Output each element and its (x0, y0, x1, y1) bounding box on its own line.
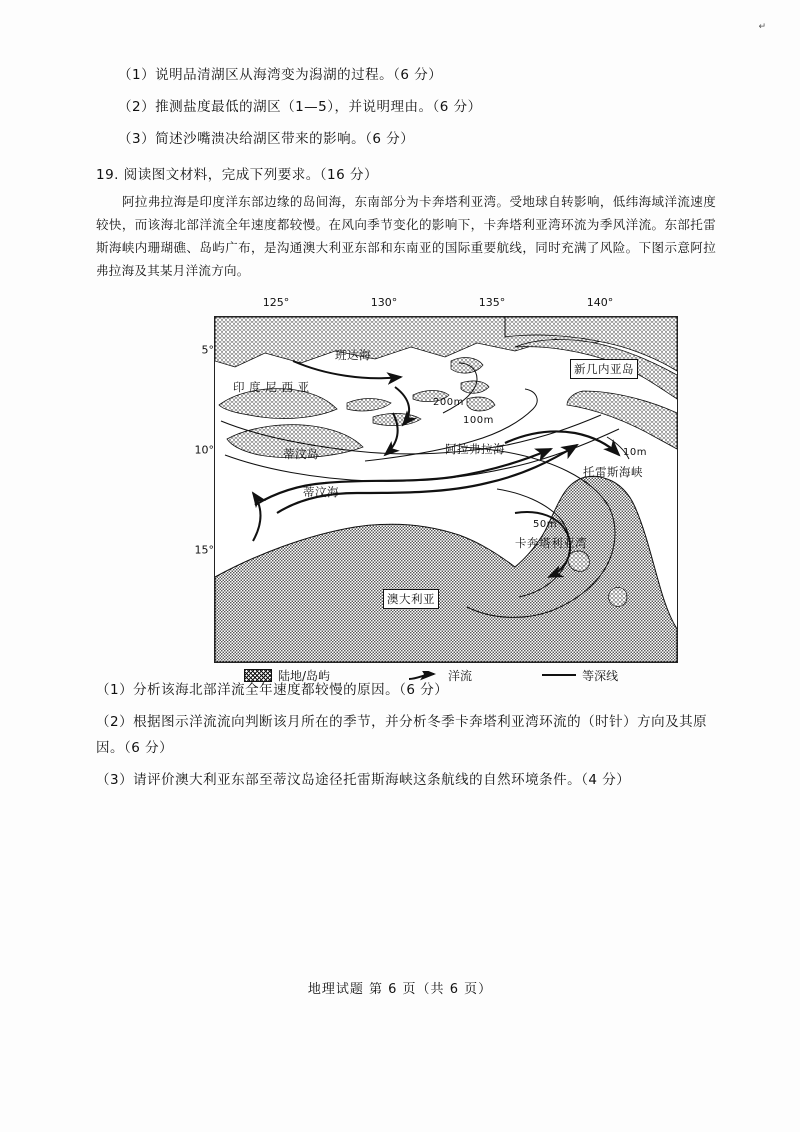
legend-label-land: 陆地/岛屿 (278, 668, 331, 683)
map-label-50m: 50m (533, 519, 557, 530)
lat-label: 15° (194, 543, 214, 557)
question-18-1: （1）说明品清湖区从海湾变为潟湖的过程。（6 分） (118, 67, 443, 83)
current-arrow-icon (408, 670, 442, 680)
map-label-100m: 100m (463, 415, 494, 426)
arafura-sea-map (214, 316, 678, 663)
lat-label: 10° (194, 443, 214, 457)
legend-item-current (408, 667, 472, 684)
question-19-heading: 19. 阅读图文材料，完成下列要求。（16 分） (96, 167, 378, 183)
lon-label: 140° (586, 296, 614, 309)
map-legend (214, 664, 676, 686)
map-label-10m: 10m (623, 447, 647, 458)
lon-label: 135° (478, 296, 506, 309)
lon-label: 125° (262, 296, 290, 309)
corner-mark: ↵ (758, 22, 766, 32)
question-18-3: （3）简述沙嘴溃决给湖区带来的影响。（6 分） (118, 131, 415, 147)
latitude-axis (182, 316, 216, 661)
longitude-axis (214, 296, 676, 314)
question-19-2: （2）根据图示洋流流向判断该月所在的季节，并分析冬季卡奔塔利亚湾环流的（时针）方向及其原因。（6 分） (96, 714, 708, 756)
map-label-banda-sea: 班达海 (335, 348, 371, 362)
legend-item-land (244, 667, 330, 684)
legend-label-current: 洋流 (448, 668, 473, 683)
map-label-torres-strait: 托雷斯海峡 (583, 465, 643, 479)
question-19-1: （1）分析该海北部洋流全年速度都较慢的原因。（6 分） (96, 682, 449, 698)
map-label-arafura-sea: 阿拉弗拉海 (445, 442, 505, 456)
map-label-200m: 200m (433, 397, 464, 408)
map-label-gulf-of-carpentaria: 卡奔塔利亚湾 (515, 536, 587, 550)
page-content (96, 62, 716, 799)
lon-label: 130° (370, 296, 398, 309)
question-19-passage: 阿拉弗拉海是印度洋东部边缘的岛间海，东南部分为卡奔塔利亚湾。受地球自转影响，低纬海域洋流速度较快，而该海北部洋流全年速度都较慢。在风向季节变化的影响下，卡奔塔利亚湾环流为季风洋流。东部托雷斯海峡内珊瑚礁、岛屿广布，是沟通澳大利亚东部和东南亚的国际重要航线，同时充满了风险。下图示意阿拉弗拉海及其某月洋流方向。 (96, 194, 716, 278)
depth-line-icon (542, 674, 576, 676)
land-swatch-icon (244, 669, 272, 682)
map-figure (96, 292, 716, 683)
lat-label: 5° (201, 343, 214, 357)
map-label-indonesia: 印 度 尼 西 亚 (233, 380, 310, 394)
question-18-2: （2）推测盐度最低的湖区（1—5），并说明理由。（6 分） (118, 99, 482, 115)
map-label-new-guinea: 新几内亚岛 (570, 359, 638, 379)
legend-item-depth (542, 667, 618, 684)
legend-label-depth: 等深线 (582, 668, 619, 683)
question-19-3: （3）请评价澳大利亚东部至蒂汶岛途径托雷斯海峡这条航线的自然环境条件。（4 分） (96, 772, 631, 788)
page-footer: 地理试题 第 6 页（共 6 页） (307, 982, 493, 997)
map-label-australia: 澳大利亚 (383, 589, 439, 609)
map-label-timor-sea: 蒂汶海 (303, 485, 339, 499)
map-label-timor-island: 蒂汶岛 (283, 447, 319, 461)
